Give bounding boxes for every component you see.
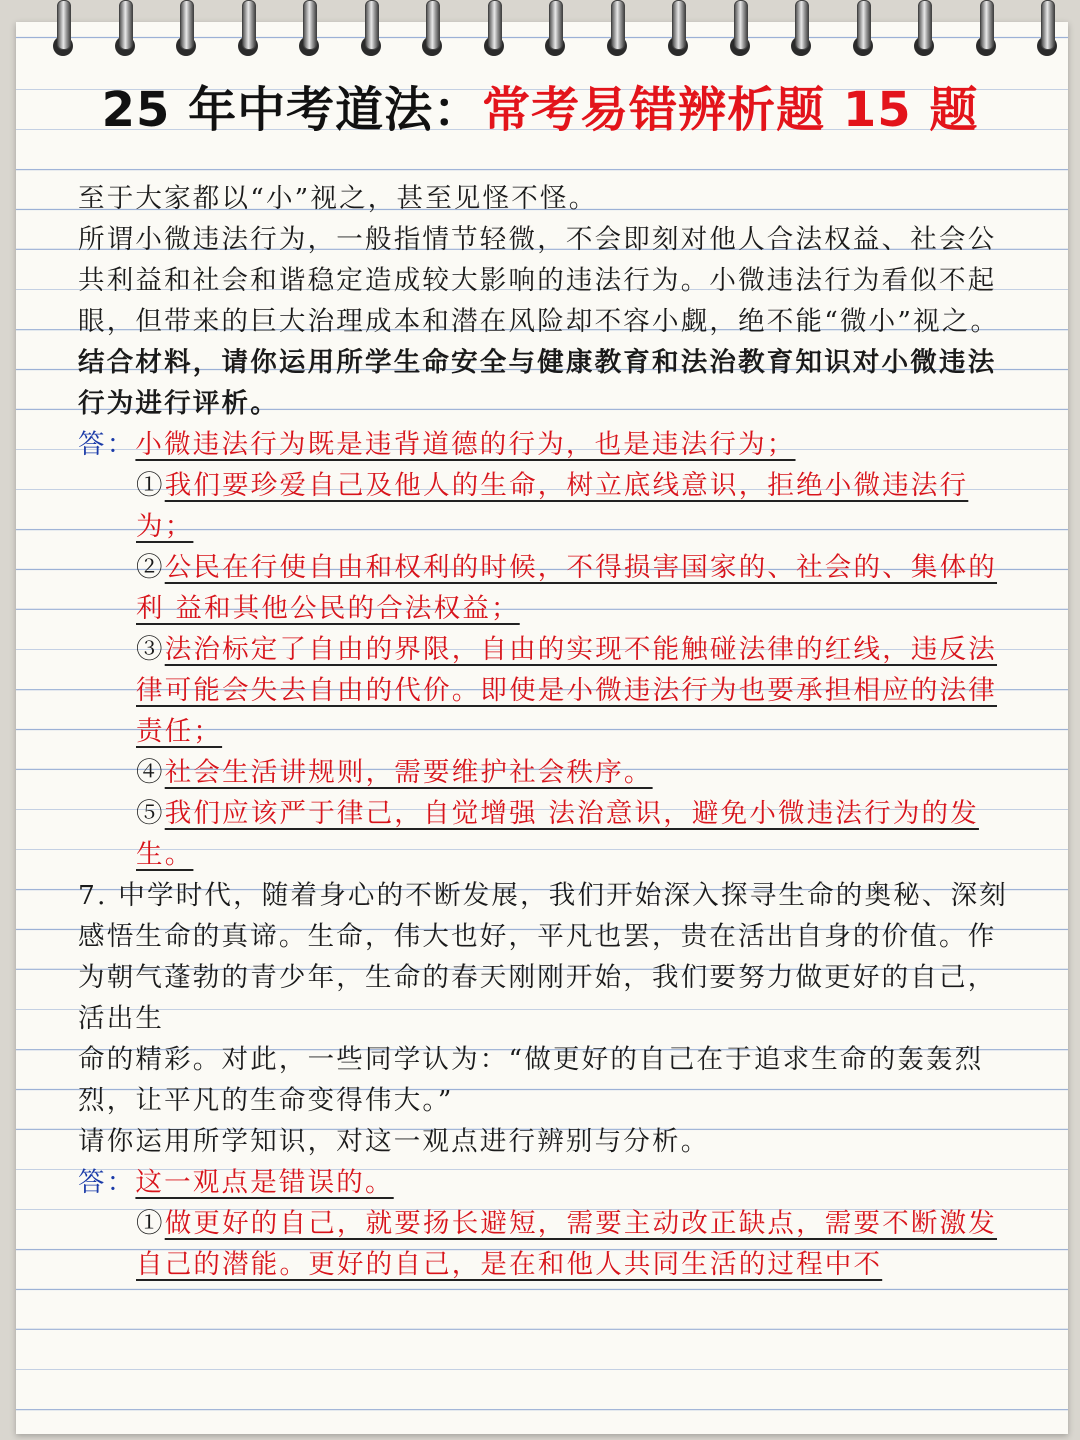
answer-label: 答：: [78, 1167, 136, 1198]
document-body: [78, 178, 1008, 1285]
binding-ring: [848, 0, 878, 58]
question-6: 结合材料，请你运用所学生命安全与健康教育和法治教育知识对小微违法行为进行评析。: [78, 347, 997, 419]
point-text: 法治标定了自由的界限，自由的实现不能触碰法律的红线，违反法 律可能会失去自由的代价。即使是小微违法行为也要承担相应的法律责任；: [136, 634, 998, 747]
intro-line: 至于大家都以“小”视之，甚至见怪不怪。: [78, 183, 598, 214]
point-marker: ①: [136, 470, 165, 501]
binding-ring: [971, 0, 1001, 58]
point-text: 公民在行使自由和权利的时候，不得损害国家的、社会的、集体的利 益和其他公民的合法权益；: [136, 552, 998, 624]
binding-ring: [233, 0, 263, 58]
question-7-text-cont: 命的精彩。对此，一些同学认为：“做更好的自己在于追求生命的轰轰烈烈，让平凡的生命变得伟大。”: [78, 1044, 984, 1116]
binding-ring: [110, 0, 140, 58]
binding-ring: [663, 0, 693, 58]
binding-ring: [725, 0, 755, 58]
binding-ring: [540, 0, 570, 58]
point-text: 我们要珍爱自己及他人的生命，树立底线意识，拒绝小微违法行为；: [136, 470, 969, 542]
answer-6-point-3: [78, 629, 1008, 752]
answer-6-lead-text: 小微违法行为既是违背道德的行为，也是违法行为；: [135, 429, 796, 460]
point-text: 我们应该严于律己，自觉增强 法治意识，避免小微违法行为的发生。: [136, 798, 979, 870]
binding-ring: [171, 0, 201, 58]
answer-7-lead-text: 这一观点是错误的。: [135, 1167, 394, 1198]
point-marker: ⑤: [136, 798, 165, 829]
point-marker: ①: [136, 1208, 165, 1239]
binding-ring: [294, 0, 324, 58]
answer-6-point-4: [78, 752, 1008, 793]
answer-6-lead: [78, 424, 1008, 465]
answer-6-point-2: [78, 547, 1008, 629]
binding-ring: [479, 0, 509, 58]
point-marker: ②: [136, 552, 165, 583]
answer-7-point-1: [78, 1203, 1008, 1285]
answer-7-lead: [78, 1162, 1008, 1203]
point-text: 社会生活讲规则，需要维护社会秩序。: [164, 757, 653, 788]
title-highlight: 常考易错辨析题 15 题: [482, 82, 979, 138]
binding-ring: [909, 0, 939, 58]
binding-ring: [417, 0, 447, 58]
binding-ring: [602, 0, 632, 58]
intro-paragraph: 所谓小微违法行为，一般指情节轻微，不会即刻对他人合法权益、社会公共利益和社会和谐稳定造成较大影响的违法行为。小微违法行为看似不起眼，但带来的巨大治理成本和潜在风险却不容小觑，绝不能“微小”视之。: [78, 224, 1000, 337]
point-text: 做更好的自己，就要扬长避短，需要主动改正缺点，需要不断激发自己的潜能。更好的自己，是在和他人共同生活的过程中不: [136, 1208, 998, 1280]
question-7-ask: 请你运用所学知识，对这一观点进行辨别与分析。: [78, 1126, 710, 1157]
page-title: [0, 78, 1080, 142]
title-prefix: 25 年中考道法：: [101, 82, 483, 138]
answer-6-point-1: [78, 465, 1008, 547]
binding-ring: [1032, 0, 1062, 58]
binding-ring: [356, 0, 386, 58]
point-marker: ④: [136, 757, 165, 788]
point-marker: ③: [136, 634, 165, 665]
answer-label: 答：: [78, 429, 136, 460]
spiral-binding: [0, 0, 1080, 70]
binding-ring: [48, 0, 78, 58]
question-7-text: 7. 中学时代，随着身心的不断发展，我们开始深入探寻生命的奥秘、深刻感悟生命的真谛。生命，伟大也好，平凡也罢，贵在活出自身的价值。作为朝气蓬勃的青少年，生命的春天刚刚开始，我们要努力做更好的自己，活出生: [78, 880, 1009, 1034]
binding-ring: [786, 0, 816, 58]
answer-6-point-5: [78, 793, 1008, 875]
